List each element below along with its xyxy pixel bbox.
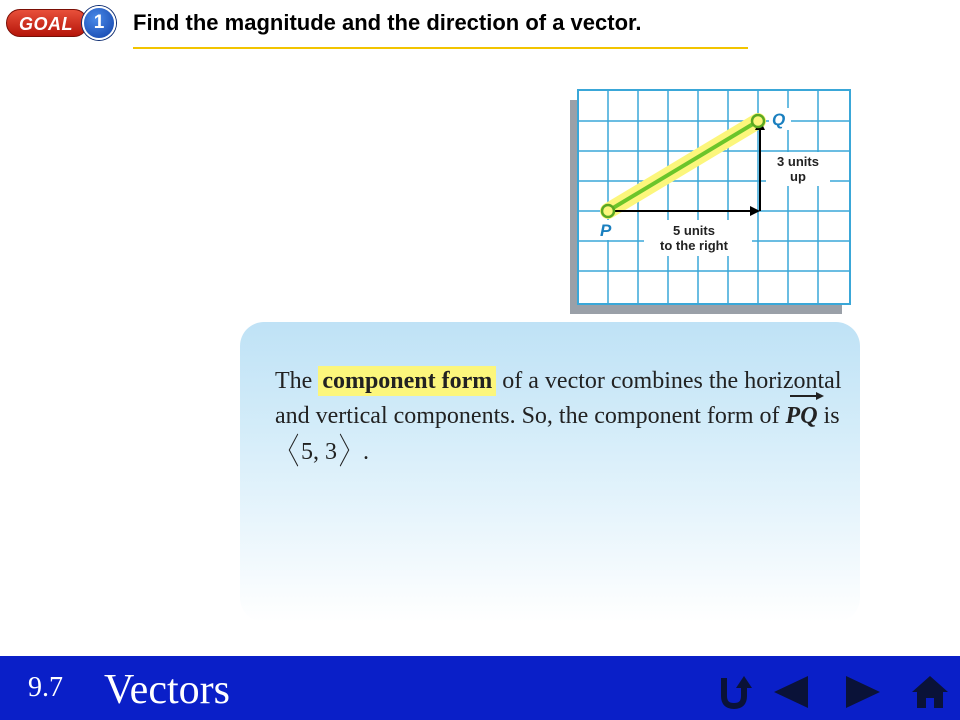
horizontal-label-line1: 5 units [673, 223, 715, 238]
section-number: 9.7 [28, 672, 63, 703]
next-icon[interactable] [842, 674, 882, 710]
text-part-1: The [275, 368, 319, 394]
right-angle-bracket: 〉 [339, 431, 362, 472]
return-icon[interactable] [714, 674, 754, 710]
vector-name: PQ [785, 403, 818, 429]
left-angle-bracket: 〈 [277, 431, 300, 472]
previous-icon[interactable] [772, 674, 812, 710]
point-p-marker [602, 205, 614, 217]
component-form-text [275, 364, 845, 470]
component-form-highlight: component form [318, 366, 496, 396]
home-icon[interactable] [910, 674, 950, 710]
goal-badge [6, 6, 114, 40]
component-value: 5, 3 [301, 439, 338, 465]
vector-arrow-icon [790, 391, 824, 401]
point-q-label: Q [772, 110, 786, 129]
vertical-label-line1: 3 units [777, 154, 819, 169]
vector-pq-label [786, 399, 818, 434]
text-part-3: is [817, 403, 840, 429]
point-q-marker [752, 115, 764, 127]
goal-word: GOAL [6, 9, 88, 37]
vertical-label-line2: up [790, 169, 806, 184]
horizontal-label-line2: to the right [660, 238, 728, 253]
point-p-label: P [600, 221, 612, 240]
text-part-2: of a vector combines the horizontal and vertical components. So, the component form of [275, 368, 842, 429]
title-underline [133, 47, 748, 49]
goal-number: 1 [82, 6, 116, 40]
goal-title: Find the magnitude and the direction of a vector. [133, 10, 642, 35]
vector-grid-diagram [560, 84, 860, 316]
text-part-4: . [363, 439, 370, 465]
section-title: Vectors [104, 667, 230, 713]
